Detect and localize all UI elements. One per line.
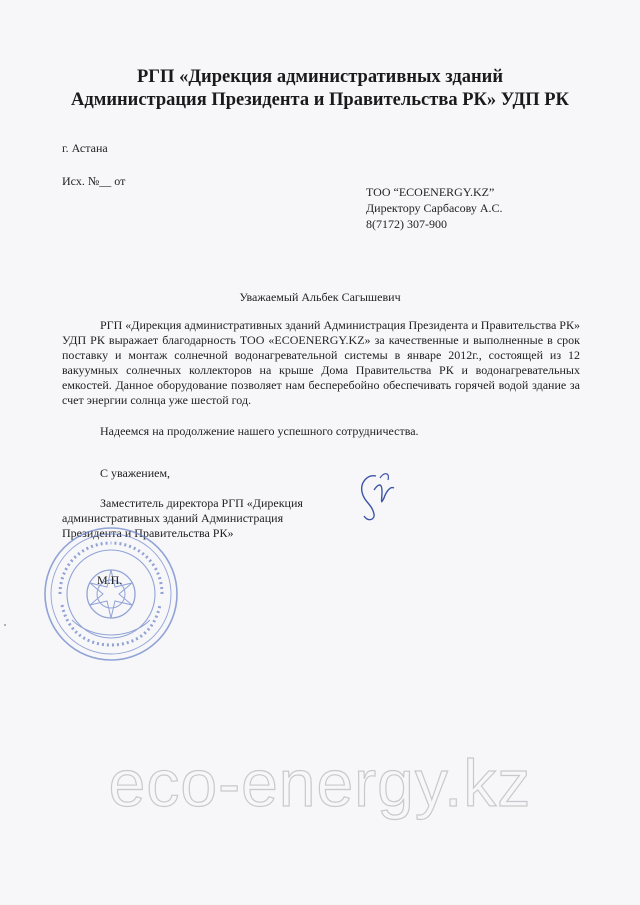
watermark: eco-energy.kz (108, 746, 532, 820)
official-stamp (42, 525, 180, 663)
signer-title: Заместитель директора РГП «Дирекция административных зданий Администрация Президента и Правительства РК» (62, 496, 303, 540)
letter-body: РГП «Дирекция административных зданий Администрация Президента и Правительства РК» УДП РК выражает благодарность ТОО «ECOENERGY.KZ» за качественные и выполненные в срок поставку и монтаж солнечной водонагревательной системы в январе 2012г., состоящей из 12 вакуумных солнечных коллекторов на крыше Дома Правительства РК и водонагревательных емкостей. Данное оборудование позволяет нам бесперебойно обеспечивать горячей водой здание за счет энергии солнца уже шестой год. (62, 318, 580, 407)
handwritten-signature (350, 468, 410, 526)
addressee-director: Директору Сарбасову А.С. (366, 201, 503, 215)
addressee-company: ТОО “ECOENERGY.KZ” (366, 185, 495, 199)
letterhead-line-1: РГП «Дирекция административных зданий (136, 67, 503, 87)
regards: С уважением, (100, 466, 171, 480)
letterhead-title (0, 66, 640, 112)
scan-speck (4, 624, 6, 626)
addressee-phone: 8(7172) 307-900 (366, 217, 447, 231)
letterhead-line-2: Администрация Президента и Правительства РК» УДП РК (71, 90, 569, 110)
closing-wish: Надеемся на продолжение нашего успешного сотрудничества. (100, 424, 419, 438)
stamp-place-label: М.П. (97, 573, 123, 587)
greeting: Уважаемый Альбек Сагышевич (239, 290, 401, 304)
outgoing-number: Исх. №__ от (62, 174, 126, 188)
city: г. Астана (62, 141, 108, 155)
addressee-block (366, 184, 503, 232)
